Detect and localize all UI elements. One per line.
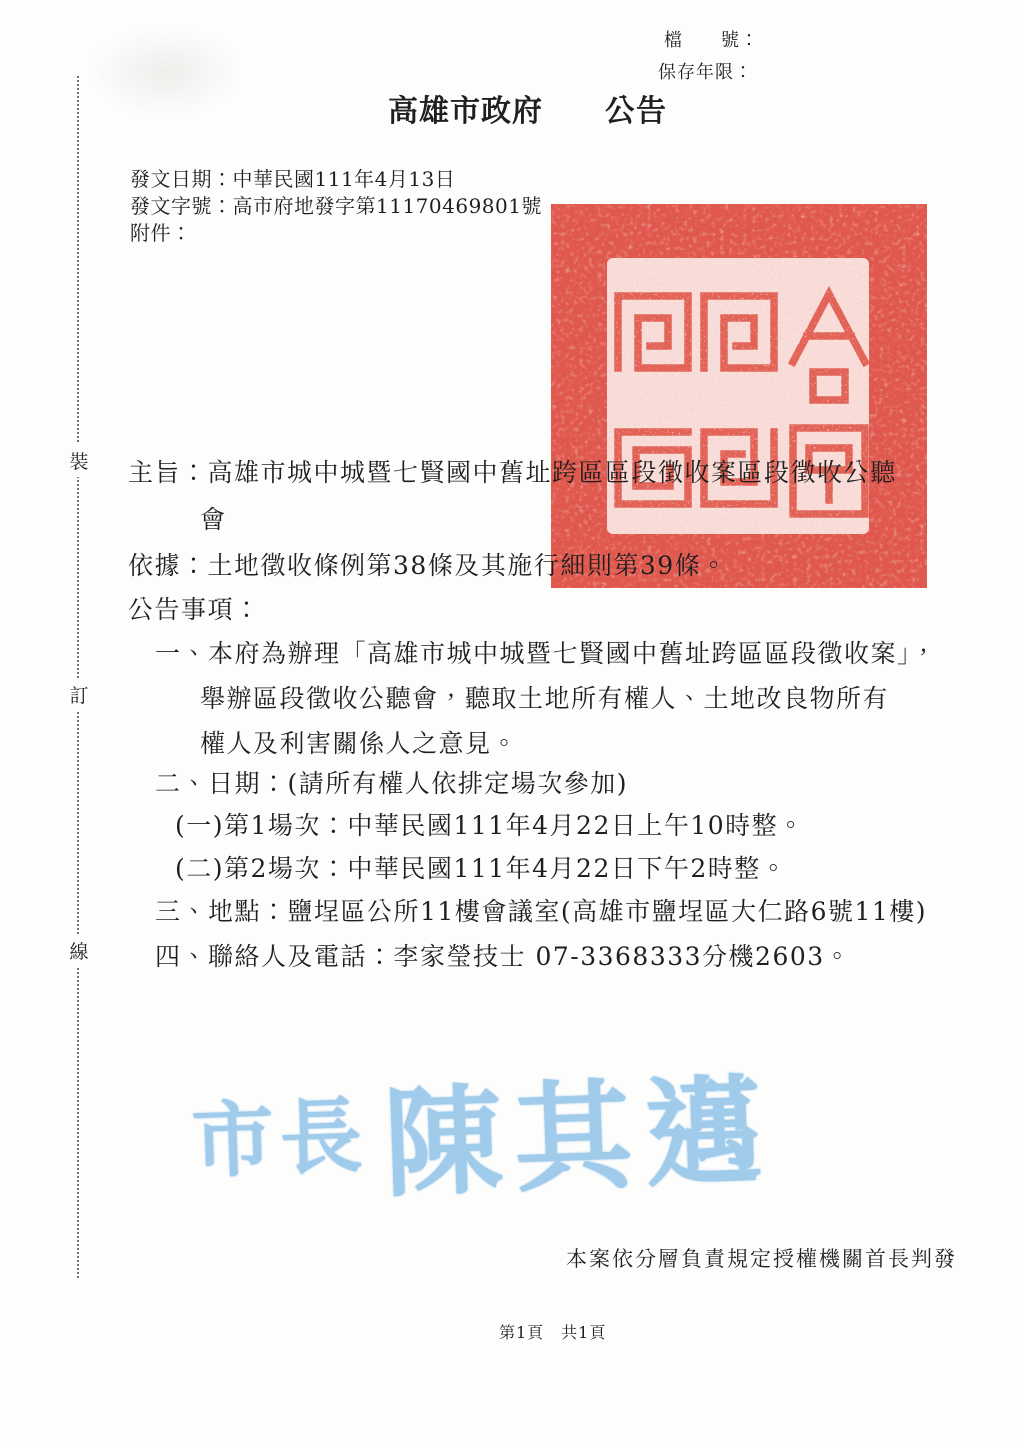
subject-line-1: 主旨：高雄市城中城暨七賢國中舊址跨區區段徵收案區段徵收公聽 (128, 458, 897, 487)
attachment-line: 附件： (130, 221, 192, 245)
legal-basis-line: 依據：土地徵收條例第38條及其施行細則第39條。 (128, 551, 728, 580)
mayor-signature-stamp (189, 1036, 777, 1226)
subject-line-2: 會 (200, 505, 227, 534)
items-header: 公告事項： (128, 595, 261, 624)
item4-contact-line: 四、聯絡人及電話：李家瑩技士 07-3368333分機2603。 (155, 942, 852, 971)
issue-date-line: 發文日期：中華民國111年4月13日 (130, 167, 456, 191)
item2-date-line: 二、日期：(請所有權人依排定場次參加) (155, 769, 629, 798)
binding-dotted-line (77, 76, 79, 1278)
document-meta (130, 166, 542, 247)
government-seal-graphic (543, 196, 935, 596)
government-seal (543, 196, 935, 596)
item1-line-2: 舉辦區段徵收公聽會，聽取土地所有權人、土地改良物所有 (200, 684, 890, 713)
document-title: 高雄市政府 公告 (388, 94, 667, 129)
scan-smudge (88, 26, 243, 118)
binding-mark-ding: 訂 (68, 678, 90, 711)
item1-line-1: 一、本府為辦理「高雄市城中城暨七賢國中舊址跨區區段徵收案」， (155, 639, 938, 668)
item3-location-line: 三、地點：鹽埕區公所11樓會議室(高雄市鹽埕區大仁路6號11樓) (155, 897, 928, 926)
page-indicator: 第1頁 共1頁 (499, 1323, 607, 1342)
signature-title: 市長 (190, 1087, 370, 1190)
item2-session-1: (一)第1場次：中華民國111年4月22日上午10時整。 (175, 811, 805, 840)
item1-line-3: 權人及利害關係人之意見。 (200, 729, 519, 758)
doc-number-line: 發文字號：高市府地發字第11170469801號 (130, 194, 542, 218)
item2-session-2: (二)第2場次：中華民國111年4月22日下午2時整。 (175, 854, 788, 883)
binding-mark-xian: 線 (68, 934, 90, 967)
binding-mark-zhuang: 裝 (68, 444, 90, 477)
signature-name: 陳其邁 (381, 1060, 777, 1214)
delegation-note: 本案依分層負責規定授權機關首長判發 (566, 1247, 957, 1271)
file-number-label: 檔 號： (664, 30, 759, 51)
retention-period-label: 保存年限： (658, 62, 753, 83)
